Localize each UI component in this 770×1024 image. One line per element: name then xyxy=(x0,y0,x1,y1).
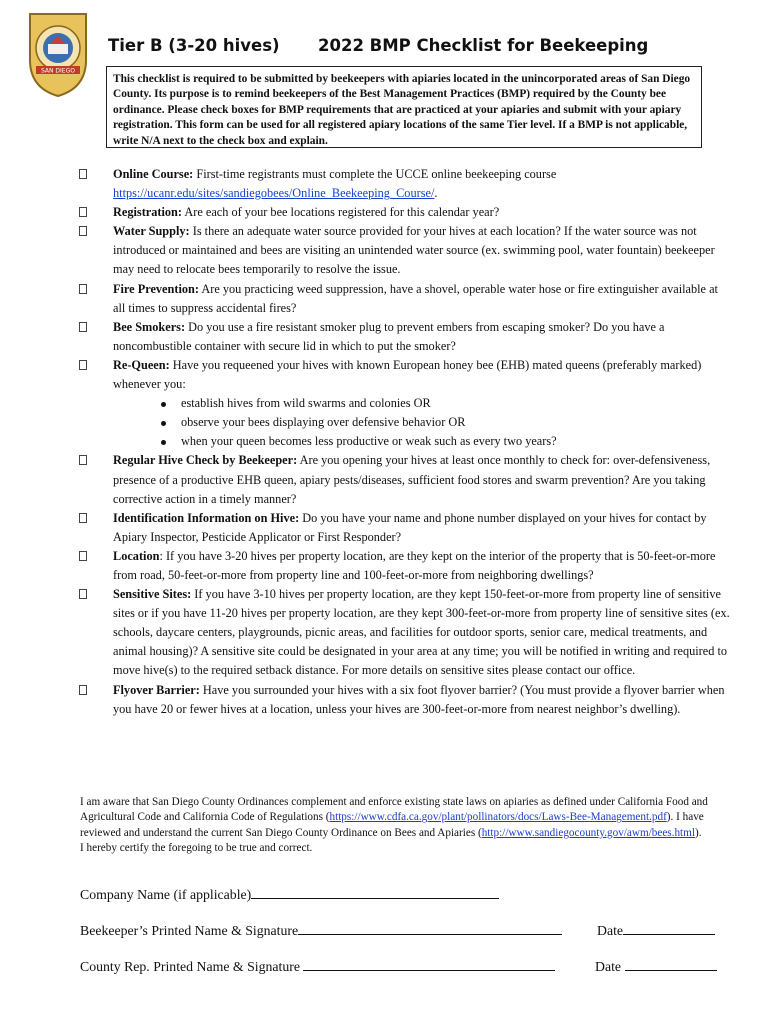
checklist-item xyxy=(0,681,770,719)
checklist-item xyxy=(0,356,770,451)
county-rep-date-label: Date xyxy=(595,959,622,974)
checklist-item xyxy=(0,222,770,279)
checklist-item xyxy=(0,280,770,318)
county-bees-link[interactable]: http://www.sandiegocounty.gov/awm/bees.html xyxy=(481,826,695,839)
bullet-item xyxy=(113,413,730,432)
company-name-label: Company Name (if applicable) xyxy=(80,887,252,902)
company-name-line[interactable] xyxy=(251,884,499,899)
certify-text-2: ). I have reviewed and understand the current San Diego County Ordinance on Bees and Apiaries ( xyxy=(80,811,704,839)
item-label: Identification Information on Hive: xyxy=(113,510,300,525)
county-rep-date-field[interactable] xyxy=(595,956,717,975)
item-text: If you have 3-10 hives per property location, are they kept 150-feet-or-more from property line of sensitive sites or if you have 11-20 hives per property location, are they kept 300-feet-or-more from property line of sensitive sites (ex. schools, daycare centers, playgrounds, picnic areas, and facilities for outdoor sports, senior care, medical treatments, and animal housing)? A sensitive site could be designated in your area at any time; you will be notified in writing and required to move hive(s) to the required setback distance. For more details on sensitive sites please contact our office. xyxy=(113,587,730,678)
item-label: Location xyxy=(113,548,160,563)
checkbox[interactable] xyxy=(79,589,87,599)
certification-statement xyxy=(80,795,730,857)
bullet-item xyxy=(113,394,730,413)
cdfa-link[interactable]: https://www.cdfa.ca.gov/plant/pollinators/docs/Laws-Bee-Management.pdf xyxy=(329,811,667,824)
checkbox[interactable] xyxy=(79,360,87,370)
bullet-text: when your queen becomes less productive or weak such as every two years? xyxy=(181,434,557,449)
item-text: First-time registrants must complete the UCCE online beekeeping course xyxy=(193,167,557,181)
checklist-item xyxy=(0,203,770,222)
item-text: : If you have 3-20 hives per property location, are they kept on the interior of the property that is 50-feet-or-more from road, 50-feet-or-more from property line and 100-feet-or-more from neighboring dwellings? xyxy=(113,548,716,582)
beekeeper-date-label: Date xyxy=(597,923,624,938)
item-label: Online Course: xyxy=(113,167,194,181)
item-text: Have you surrounded your hives with a six foot flyover barrier? (You must provide a flyover barrier when you have 20 or fewer hives at a location, unless your hives are 300-feet-or-more from nearest neighbor’s dwelling). xyxy=(113,682,725,716)
county-seal-logo xyxy=(26,10,90,98)
item-label: Fire Prevention: xyxy=(113,281,199,296)
item-text-end: . xyxy=(434,186,438,201)
beekeeper-signature-label: Beekeeper’s Printed Name & Signature xyxy=(80,923,299,938)
item-label: Registration: xyxy=(113,205,182,220)
county-rep-signature-field[interactable] xyxy=(80,956,555,975)
checklist xyxy=(0,165,770,719)
bullet-text: establish hives from wild swarms and colonies OR xyxy=(181,396,431,411)
checkbox[interactable] xyxy=(79,169,87,179)
item-text: Are each of your bee locations registered for this calendar year? xyxy=(181,205,500,220)
county-rep-signature-label: County Rep. Printed Name & Signature xyxy=(80,959,300,974)
beekeeper-signature-line[interactable] xyxy=(298,920,562,935)
certify-text-1: I am aware that San Diego County Ordinances complement and enforce existing state laws on apiaries as defined under California Food and Agricultural Code and California Code of Regulations ( xyxy=(80,796,708,824)
item-text: Are you practicing weed suppression, have a shovel, operable water hose or fire extinguisher available at all times to suppress accidental fires? xyxy=(113,281,718,315)
checkbox[interactable] xyxy=(79,207,87,217)
bullet-dot-icon xyxy=(161,421,166,426)
bullet-item xyxy=(113,432,730,451)
checklist-item xyxy=(0,318,770,356)
course-link[interactable]: https://ucanr.edu/sites/sandiegobees/Online_Beekeeping_Course/ xyxy=(113,186,435,201)
checklist-item xyxy=(0,509,770,547)
item-label: Regular Hive Check by Beekeeper: xyxy=(113,453,298,468)
checklist-item xyxy=(0,547,770,585)
item-text: Do you have your name and phone number displayed on your hives for contact by Apiary Inspector, Pesticide Applicator or First Responder? xyxy=(113,510,707,544)
bullet-text: observe your bees displaying over defensive behavior OR xyxy=(181,415,466,430)
item-label: Flyover Barrier: xyxy=(113,682,200,697)
item-label: Water Supply: xyxy=(113,224,190,239)
certify-text-3: ). xyxy=(694,826,702,839)
checkbox[interactable] xyxy=(79,322,87,332)
item-label: Sensitive Sites: xyxy=(113,587,192,602)
item-text: Are you opening your hives at least once monthly to check for: over-defensiveness, presence of a productive EHB queen, apiary pests/diseases, sufficient food stores and swarm prevention? Are you taking corrective action in a timely manner? xyxy=(113,453,711,506)
tier-heading: Tier B (3-20 hives) xyxy=(108,36,280,55)
checkbox[interactable] xyxy=(79,685,87,695)
checklist-item xyxy=(0,451,770,508)
seal-text: SAN DIEGO xyxy=(41,67,75,75)
certify-text-4: I hereby certify the foregoing to be true and correct. xyxy=(80,842,313,855)
item-label: Re-Queen: xyxy=(113,357,170,372)
checklist-item xyxy=(0,165,770,203)
county-rep-signature-line[interactable] xyxy=(303,956,555,971)
checkbox[interactable] xyxy=(79,226,87,236)
checklist-item xyxy=(0,585,770,680)
item-text: Is there an adequate water source provided for your hives at each location? If the water source was not introduced or maintained and bees are visiting an unintended water source (ex. swimming pool, water fountain) beekeeper may need to relocate bees temporarily to resolve the issue. xyxy=(113,224,715,277)
bullet-list xyxy=(0,394,730,451)
item-label: Bee Smokers: xyxy=(113,319,186,334)
item-text: Do you use a fire resistant smoker plug to prevent embers from escaping smoker? Do you have a noncombustible container with secure lid in which to put the smoker? xyxy=(113,319,665,353)
page-title: 2022 BMP Checklist for Beekeeping xyxy=(318,36,649,55)
beekeeper-date-field[interactable] xyxy=(597,920,715,939)
item-text: Have you requeened your hives with known European honey bee (EHB) mated queens (preferably marked) whenever you: xyxy=(113,357,702,392)
checkbox[interactable] xyxy=(79,551,87,561)
bullet-dot-icon xyxy=(161,440,166,445)
beekeeper-date-line[interactable] xyxy=(623,920,715,935)
county-rep-date-line[interactable] xyxy=(625,956,717,971)
checkbox[interactable] xyxy=(79,284,87,294)
bullet-dot-icon xyxy=(161,402,166,407)
company-name-field[interactable] xyxy=(80,884,499,903)
checkbox[interactable] xyxy=(79,513,87,523)
checkbox[interactable] xyxy=(79,455,87,465)
beekeeper-signature-field[interactable] xyxy=(80,920,562,939)
intro-notice: This checklist is required to be submitted by beekeepers with apiaries located in the unincorporated areas of San Diego County. Its purpose is to remind beekeepers of the Best Management Practices (BMP) required by the County bee ordinance. Please check boxes for BMP requirements that are practiced at your apiaries and submit with your apiary registration. This form can be used for all registered apiary locations of the same Tier level. If a BMP is not applicable, write N/A next to the check box and explain. xyxy=(106,66,702,148)
